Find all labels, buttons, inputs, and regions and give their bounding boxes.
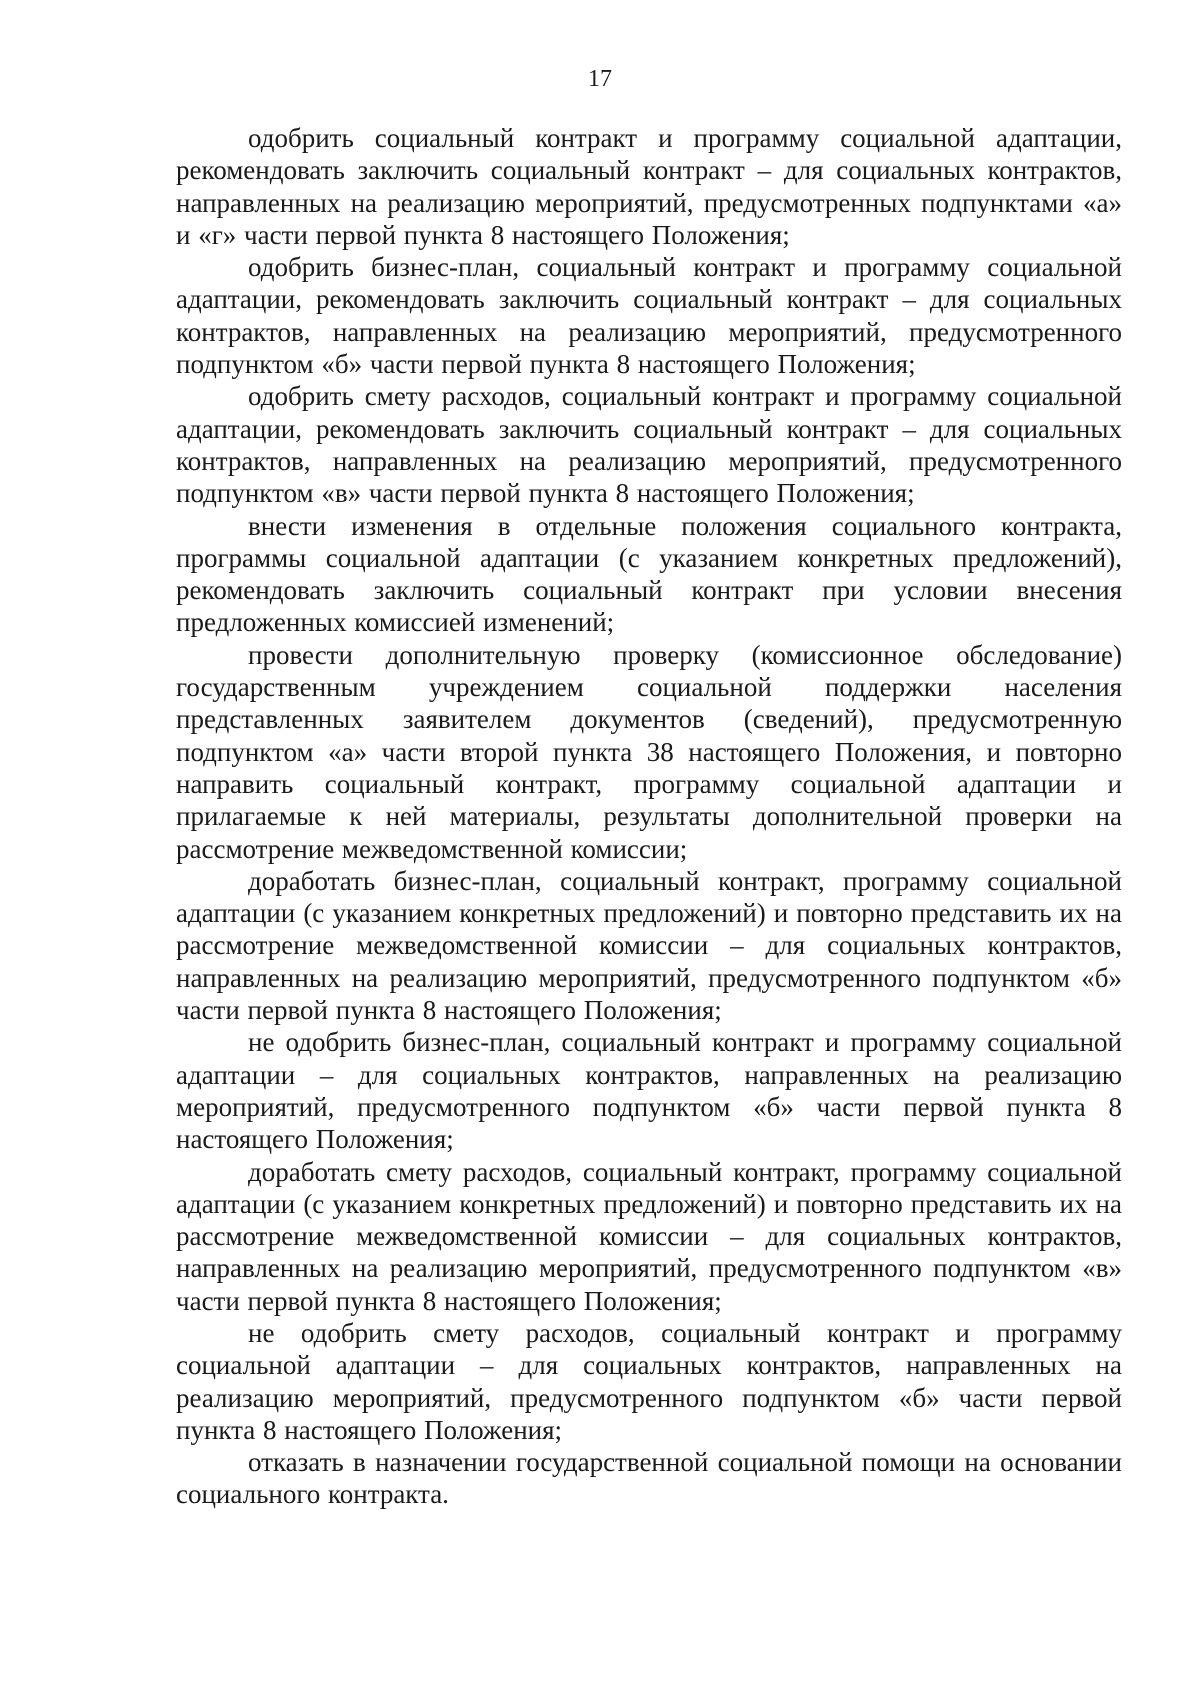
paragraph: одобрить смету расходов, социальный контракт и программу социальной адаптации, рекомендовать заключить социальный контракт – для социальных контрактов, направленных на реализацию мероприятий, предусмотренного подпунктом «в» части первой пункта 8 настоящего Положения; <box>176 381 1122 509</box>
paragraph: не одобрить смету расходов, социальный контракт и программу социальной адаптации – для социальных контрактов, направленных на реализацию мероприятий, предусмотренного подпунктом «б» части первой пункта 8 настоящего Положения; <box>176 1317 1122 1445</box>
paragraph: одобрить бизнес-план, социальный контракт и программу социальной адаптации, рекомендовать заключить социальный контракт – для социальных контрактов, направленных на реализацию мероприятий, предусмотренного подпунктом «б» части первой пункта 8 настоящего Положения; <box>176 252 1122 380</box>
page-number: 17 <box>588 66 612 92</box>
paragraph: одобрить социальный контракт и программу социальной адаптации, рекомендовать заключить социальный контракт – для социальных контрактов, направленных на реализацию мероприятий, предусмотренных подпунктами «а» и «г» части первой пункта 8 настоящего Положения; <box>176 123 1122 250</box>
paragraph: не одобрить бизнес-план, социальный контракт и программу социальной адаптации – для социальных контрактов, направленных на реализацию мероприятий, предусмотренного подпунктом «б» части первой пункта 8 настоящего Положения; <box>176 1027 1122 1155</box>
paragraph: доработать смету расходов, социальный контракт, программу социальной адаптации (с указанием конкретных предложений) и повторно представить их на рассмотрение межведомственной комиссии – для социальных контрактов, направленных на реализацию мероприятий, предусмотренного подпунктом «в» части первой пункта 8 настоящего Положения; <box>176 1156 1122 1316</box>
paragraph: внести изменения в отдельные положения социального контракта, программы социальной адаптации (с указанием конкретных предложений), рекомендовать заключить социальный контракт при условии внесения предложенных комиссией изменений; <box>176 510 1122 638</box>
paragraph: провести дополнительную проверку (комиссионное обследование) государственным учреждением социальной поддержки населения представленных заявителем документов (сведений), предусмотренную подпунктом «а» части второй пункта 38 настоящего Положения, и повторно направить социальный контракт, программу социальной адаптации и прилагаемые к ней материалы, результаты дополнительной проверки на рассмотрение межведомственной комиссии; <box>176 639 1122 864</box>
paragraph: доработать бизнес-план, социальный контракт, программу социальной адаптации (с указанием конкретных предложений) и повторно представить их на рассмотрение межведомственной комиссии – для социальных контрактов, направленных на реализацию мероприятий, предусмотренного подпунктом «б» части первой пункта 8 настоящего Положения; <box>176 865 1122 1026</box>
paragraph: отказать в назначении государственной социальной помощи на основании социального контракта. <box>176 1447 1122 1510</box>
document-body <box>176 122 1122 1511</box>
